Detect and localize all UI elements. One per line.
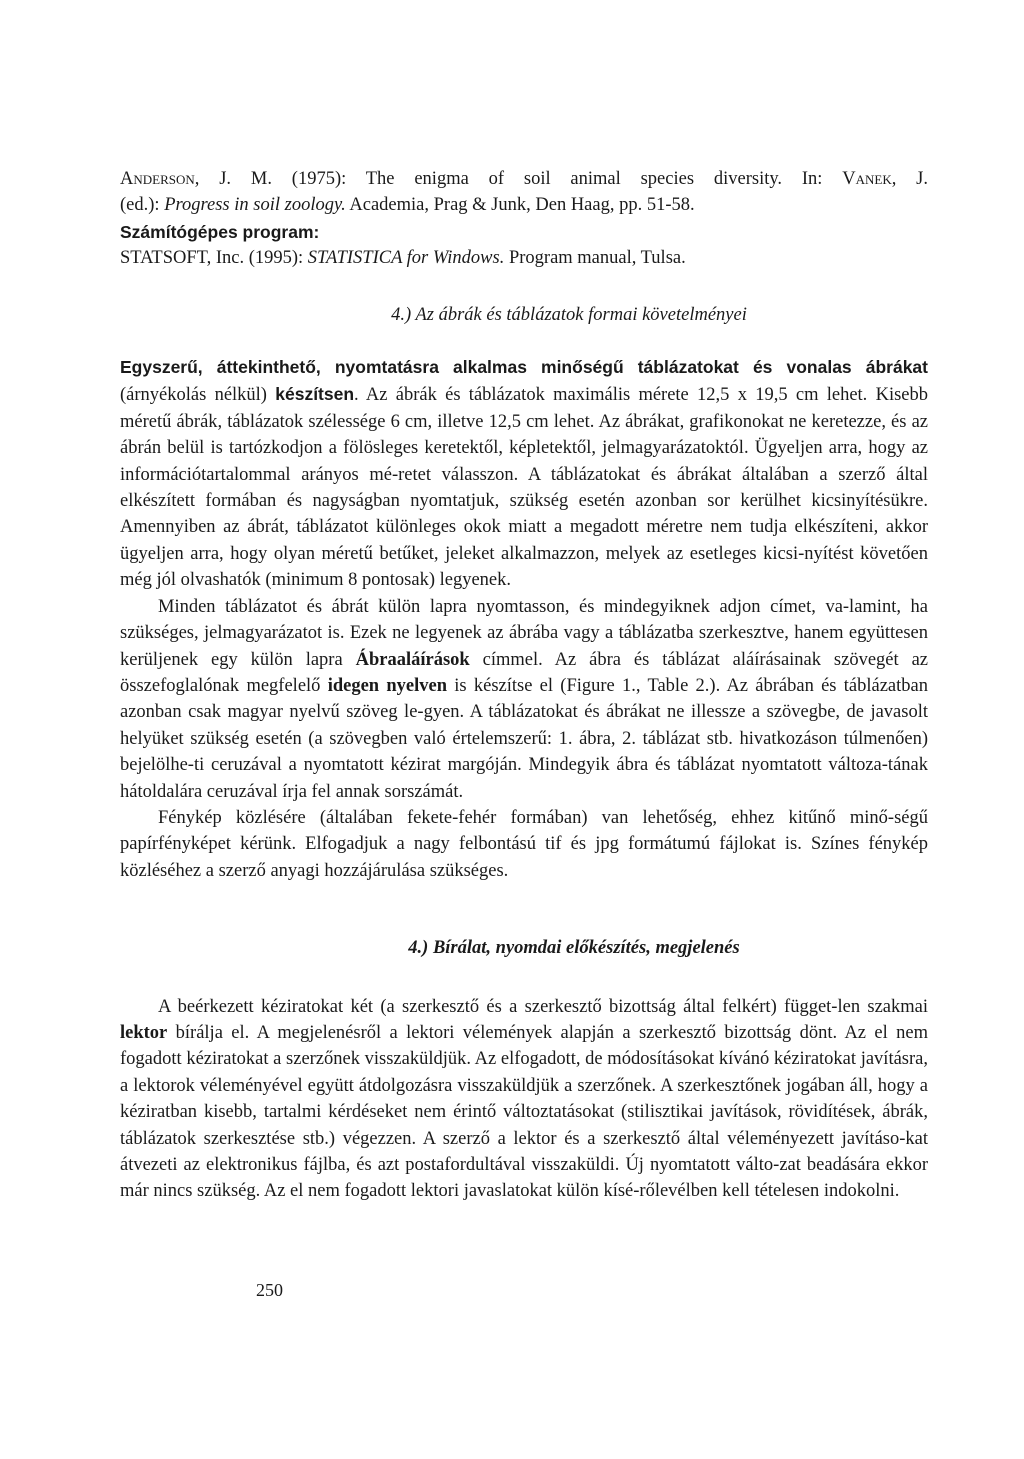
section-title: 4.) Bírálat, nyomdai előkészítés, megjelenés [408,938,740,959]
paragraph-text: . Az ábrák és táblázatok maximális mérete 12,5 x 19,5 cm lehet. Kisebb méretű ábrák, táblázatok szélessége 6 cm, illetve 12,5 cm lehet. Az ábrákat, grafikonokat ne keretezze, és az ábrán belül is tartózkodjon a fölösleges keretektől, képletektől, jelmagyarázatoktól. Ügyeljen arra, hogy az információtartalommal arányos mé-retet válasszon. A táblázatokat és ábrákat általában a szerző által elkészített formában és nagyságban nyomtatjuk, szükség esetén azonban sor kerülhet kicsinyítésükre. Amennyiben az ábrát, táblázatot különleges okok miatt a megadott méretre nem tudja elkészíteni, akkor ügyeljen arra, hogy olyan méretű betűket, jeleket alkalmazzon, melyek az esetleges kicsi-nyítést követően még jól olvashatók (minimum 8 pontosak) legyenek. [120,385,928,591]
paragraph-text: bírálja el. A megjelenésről a lektori vélemények alapján a szerkesztő bizottság dönt. Az el nem fogadott kéziratokat a szerzőnek visszaküldjük. Az elfogadott, de módosításokat kívánó kéziratokat javításra, a lektorok véleményével együtt átdolgozásra visszaküldjük a szerzőnek. A szerkesztőnek jogában áll, hogy a kéziratban kisebb, tartalmi kérdéseket nem érintő változtatásokat (stilisztikai javítások, rövidítések, ábrák, táblázatok szerkesztése stb.) végezzen. A szerző a lektor és a szerkesztő által véleményezett javításo-kat átvezeti az elektronikus fájlba, és azt postafordultával visszaküldi. Új nyomtatott válto-zat beadására ekkor már nincs szükség. Az el nem fogadott lektori javaslatokat külön kísé-rőlevélben kell tételesen indokolni. [120,1022,928,1202]
reference-book-title: Progress in soil zoology. [164,195,346,216]
bold-phrase: lektor [120,1022,168,1043]
reference-list [120,166,928,272]
reference-software-title: STATISTICA for Windows. [307,248,505,269]
reference-text: , J. [891,169,929,189]
document-page [120,166,928,1205]
reference-text: Academia, Prag & Junk, Den Haag, pp. 51-58. [345,195,695,216]
program-heading: Számítógépes program: [120,221,320,242]
paragraph-text: (árnyékolás nélkül) [120,385,276,406]
page-number: 250 [256,1280,283,1300]
reference-statsoft [120,245,928,271]
reference-editor: Vanek [842,169,892,189]
paragraph-text: is készítse el (Figure 1., Table 2.). Az ábrában és táblázatban azonban csak magyar nyelvű szöveg le-gyen. A táblázatokat és ábrákat ne illessze a szövegbe, de javasolt helyüket szükség esetén (a szövegben való értelemszerű: 1. ábra, 2. táblázat stb. hivatkozáson túlmenően) bejelölhe-ti ceruzával a nyomtatott kézirat margóján. Mindegyik ábra és táblázat nyomtatott változa-tának hátoldalára ceruzával írja fel annak sorszámát. [120,675,928,802]
paragraph-text: címmel. Az ábra és táblázat aláírásainak szövegét az összefoglalónak megfelelő [120,649,928,696]
paragraph [120,354,928,594]
paragraph-text: Minden táblázatot és ábrát külön lapra nyomtasson, és mindegyiknek adjon címet, va-lamint, ha szükséges, jelmagyarázatot is. Ezek ne legyenek az ábrába vagy a táblázatba szerkesztve, hanem együttesen kerüljenek egy külön lapra [120,596,928,670]
reference-text: STATSOFT, Inc. (1995): [120,248,308,269]
reference-anderson [120,166,928,192]
bold-phrase: Ábraaláírások [355,649,470,670]
paragraph [120,994,928,1205]
reference-text: (ed.): [120,195,165,216]
reference-text: Program manual, Tulsa. [504,248,686,269]
bold-phrase: készítsen [275,384,355,405]
paragraph [120,594,928,805]
paragraph-text: A beérkezett kéziratokat két (a szerkesztő és a szerkesztő bizottság által felkért) függet-len szakmai [158,996,928,1017]
reference-anderson-cont [120,192,928,218]
section-title: 4.) Az ábrák és táblázatok formai követelményei [391,304,747,325]
bold-phrase: Egyszerű, áttekinthető, nyomtatásra alkalmas minőségű táblázatokat és vonalas ábrákat [120,357,928,378]
reference-text: , J. M. (1975): The enigma of soil animal species diversity. In: [194,169,843,189]
paragraph: Fénykép közlésére (általában fekete-fehér formában) van lehetőség, ehhez kitűnő minő-ségű papírfényképet kérünk. Elfogadjuk a nagy felbontású tif és jpg formátumú fájlokat is. Színes fénykép közléséhez a szerző anyagi hozzájárulása szükséges. [120,807,928,881]
reference-author: Anderson [120,169,195,189]
bold-phrase: idegen nyelven [327,675,447,696]
